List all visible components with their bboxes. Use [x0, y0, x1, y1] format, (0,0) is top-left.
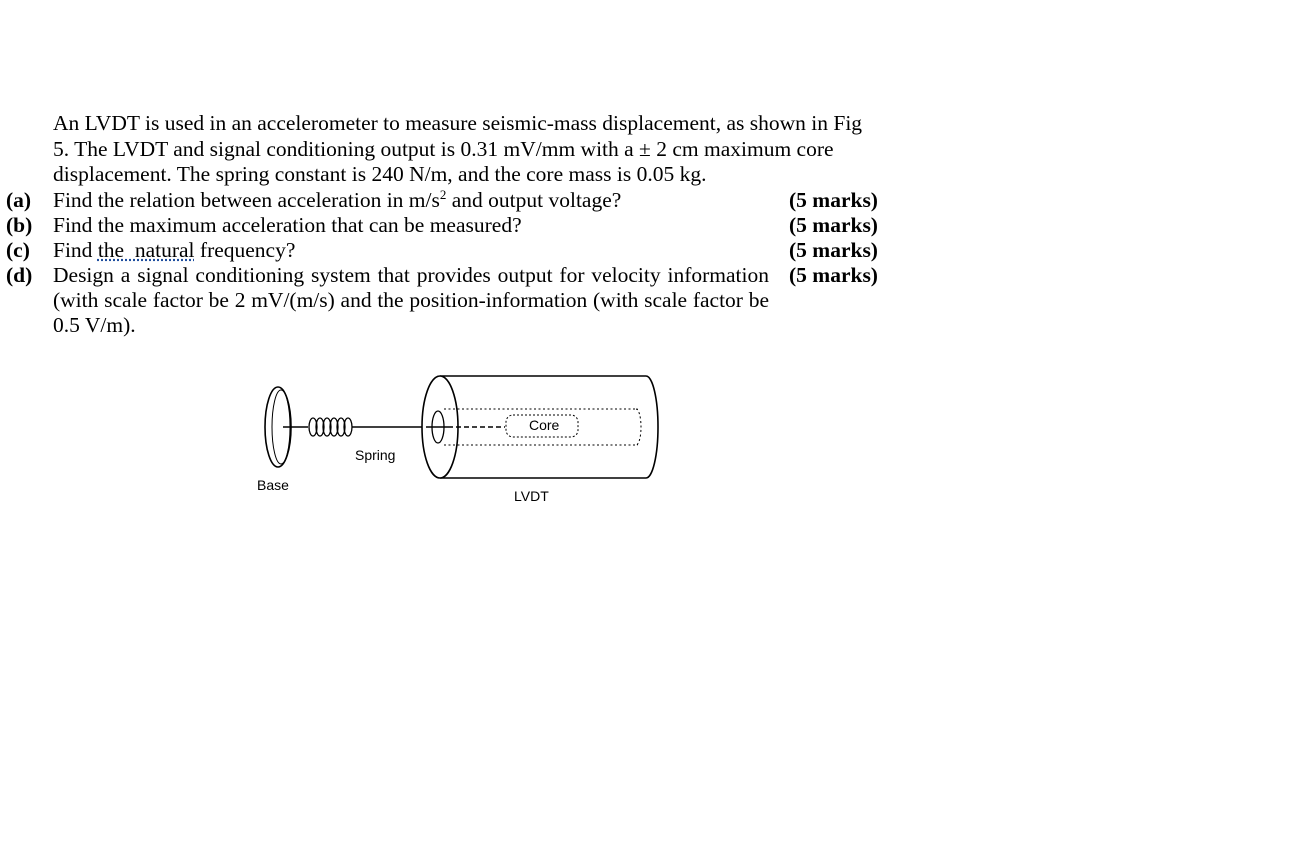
question-label: (c) [6, 238, 30, 262]
question-marks: (5 marks) [789, 238, 878, 262]
superscript: 2 [439, 187, 447, 202]
question-text-part: Find [53, 238, 98, 262]
question-text: Find the maximum acceleration that can be measured? [53, 213, 522, 237]
lvdt-label: LVDT [514, 488, 549, 504]
question-text-part: frequency? [194, 238, 296, 262]
question-label: (a) [6, 188, 32, 212]
question-text-part: and output voltage? [446, 188, 622, 212]
question-text-part: Find the relation between acceleration in m/s [53, 188, 440, 212]
intro-line: 5. The LVDT and signal conditioning output is 0.31 mV/mm with a ± 2 cm maximum core [53, 136, 834, 161]
question-text [53, 238, 295, 263]
intro-line: displacement. The spring constant is 240 N/m, and the core mass is 0.05 kg. [53, 162, 707, 186]
problem-intro [53, 111, 873, 188]
question-label: (d) [6, 263, 33, 287]
figure-drawing [250, 365, 670, 515]
spring-coils [309, 418, 352, 436]
lvdt-accelerometer-figure [250, 365, 670, 515]
underlined-phrase: the natural [97, 238, 195, 262]
question-label: (b) [6, 213, 33, 237]
question-text [53, 188, 621, 213]
intro-line: An LVDT is used in an accelerometer to measure seismic-mass displacement, as shown in Fig [53, 111, 863, 135]
base-label: Base [257, 477, 289, 493]
question-text: Design a signal conditioning system that provides output for velocity information (with scale factor be 2 mV/(m/s) and the position-information (with scale factor be 0.5 V/m). [53, 263, 769, 337]
question-marks: (5 marks) [789, 263, 878, 287]
bore-outline-end [636, 409, 641, 445]
question-marks: (5 marks) [789, 213, 878, 237]
core-label: Core [529, 417, 560, 433]
question-marks: (5 marks) [789, 188, 878, 212]
spring-label: Spring [355, 447, 396, 463]
